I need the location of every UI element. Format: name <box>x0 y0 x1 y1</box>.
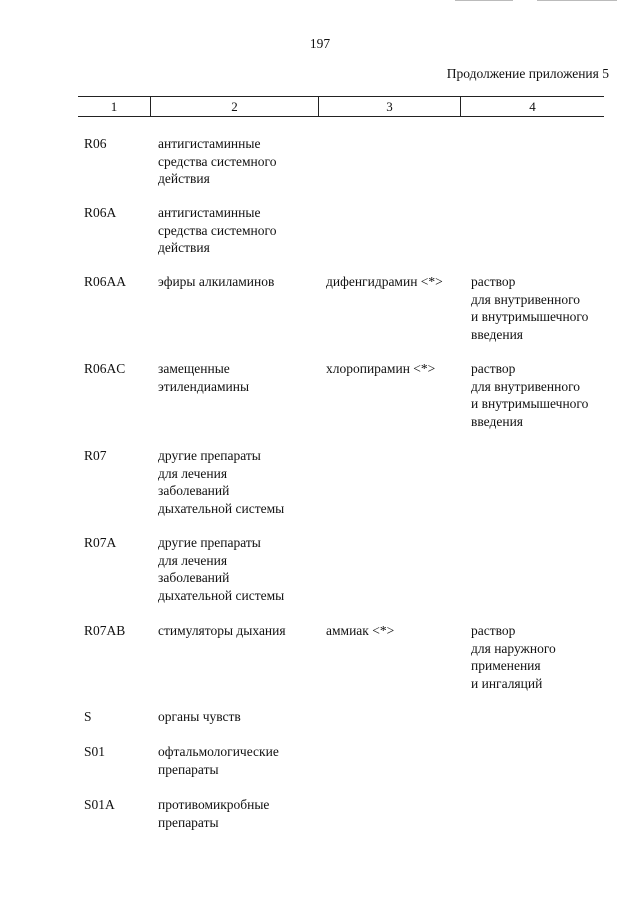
atc-code-cell: R07A <box>84 535 117 550</box>
atc-code-cell: R06AA <box>84 274 127 289</box>
group-name-cell: противомикробные препараты <box>158 797 270 830</box>
atc-code-cell: S <box>84 709 92 724</box>
column-header-2: 2 <box>150 97 318 116</box>
group-name-cell: эфиры алкиламинов <box>158 274 275 289</box>
dosage-form-cell: раствор для внутривенного и внутримышечного введения <box>471 274 589 342</box>
column-header-1: 1 <box>110 99 118 114</box>
scan-edge-line <box>537 0 617 1</box>
group-name-cell: замещенные этилендиамины <box>158 361 250 394</box>
atc-code-cell: R07AB <box>84 623 126 638</box>
continuation-heading: Продолжение приложения 5 <box>446 66 609 81</box>
atc-code-cell: R07 <box>84 448 107 463</box>
group-name-cell: органы чувств <box>158 709 241 724</box>
table-column-header-row <box>78 96 604 117</box>
group-name-cell: другие препараты для лечения заболеваний дыхательной системы <box>158 535 285 603</box>
group-name-cell: стимуляторы дыхания <box>158 623 286 638</box>
drug-name-cell: хлоропирамин <*> <box>326 361 436 376</box>
atc-code-cell: S01A <box>84 797 115 812</box>
scan-edge-line <box>455 0 513 1</box>
column-header-4: 4 <box>460 97 604 116</box>
drug-name-cell: дифенгидрамин <*> <box>326 274 443 289</box>
drug-name-cell: аммиак <*> <box>326 623 395 638</box>
group-name-cell: антигистаминные средства системного действия <box>158 205 277 255</box>
group-name-cell: офтальмологические препараты <box>158 744 279 777</box>
dosage-form-cell: раствор для внутривенного и внутримышечного введения <box>471 361 589 429</box>
atc-code-cell: R06 <box>84 136 107 151</box>
group-name-cell: антигистаминные средства системного действия <box>158 136 277 186</box>
dosage-form-cell: раствор для наружного применения и ингаляций <box>471 623 556 691</box>
atc-code-cell: R06AC <box>84 361 126 376</box>
page-number: 197 <box>309 36 331 51</box>
column-header-3: 3 <box>318 97 460 116</box>
group-name-cell: другие препараты для лечения заболеваний дыхательной системы <box>158 448 285 516</box>
atc-code-cell: S01 <box>84 744 106 759</box>
atc-code-cell: R06A <box>84 205 117 220</box>
